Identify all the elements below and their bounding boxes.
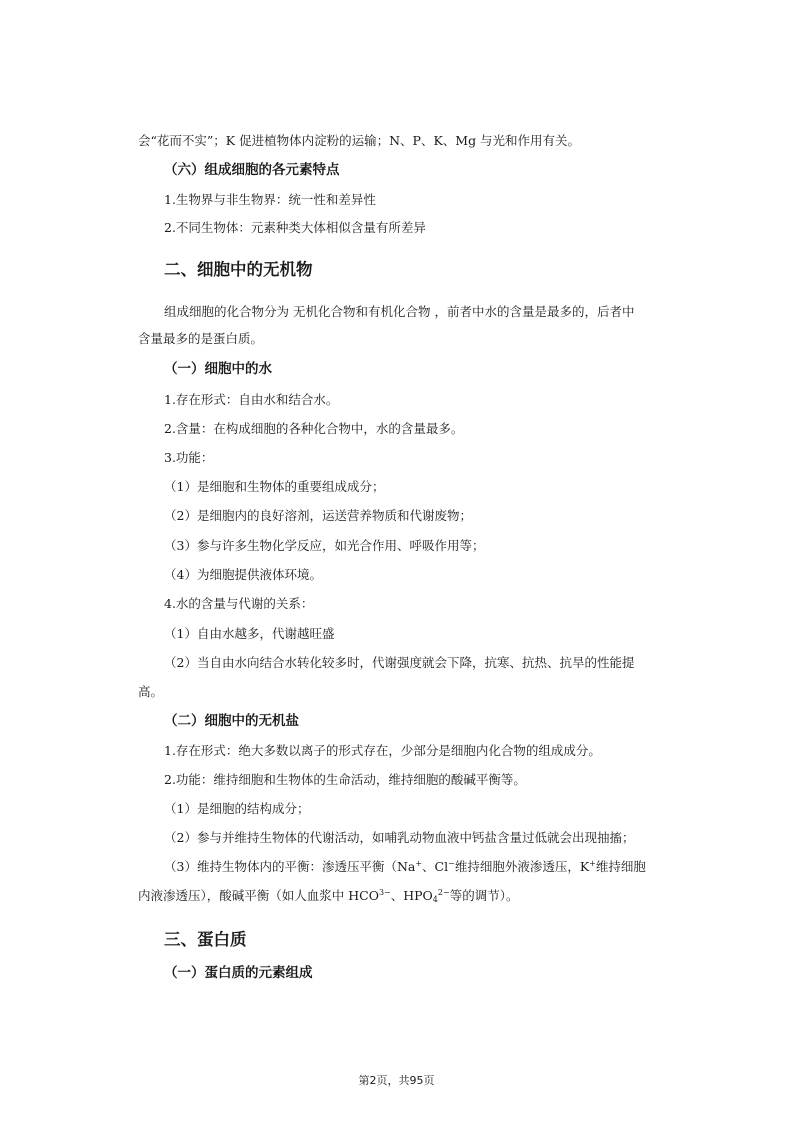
salt-heading: （二）细胞中的无机盐 bbox=[164, 713, 299, 729]
salt-function-3-line-1: （3）维持生物体内的平衡：渗透压平衡（Na+、Cl−维持细胞外液渗透压，K+维持细胞 bbox=[164, 859, 646, 874]
water-relation-1: （1）自由水越多，代谢越旺盛 bbox=[164, 626, 335, 641]
water-relation-2-line-1: （2）当自由水向结合水转化较多时，代谢强度就会下降，抗寒、抗热、抗旱的性能提 bbox=[164, 655, 635, 670]
salt-function-1: （1）是细胞的结构成分； bbox=[164, 801, 310, 816]
protein-heading: 三、蛋白质 bbox=[164, 930, 247, 949]
salt-function-3-line-2: 内液渗透压），酸碱平衡（如人血浆中 $HCO^{3-}$、$HPO_4^{2-}$等的调节）。 bbox=[138, 888, 519, 904]
inorganic-para-line-1: 组成细胞的化合物分为 无机化合物和有机化合物 ，前者中水的含量是最多的，后者中 bbox=[164, 304, 635, 319]
page-footer: 第2页，共95页 bbox=[358, 1074, 435, 1087]
salt-function: 2.功能：维持细胞和生物体的生命活动，维持细胞的酸碱平衡等。 bbox=[164, 772, 526, 787]
section-6-item-2: 2.不同生物体：元素种类大体相似含量有所差异 bbox=[164, 220, 426, 235]
inorganic-heading: 二、细胞中的无机物 bbox=[164, 260, 313, 279]
section-6-heading: （六）组成细胞的各元素特点 bbox=[164, 162, 340, 178]
section-6-item-1: 1.生物界与非生物界：统一性和差异性 bbox=[164, 192, 376, 207]
water-function-1: （1）是细胞和生物体的重要组成成分； bbox=[164, 479, 385, 494]
salt-function-2: （2）参与并维持生物体的代谢活动，如哺乳动物血液中钙盐含量过低就会出现抽搐； bbox=[164, 830, 635, 845]
water-content: 2.含量：在构成细胞的各种化合物中，水的含量最多。 bbox=[164, 421, 464, 436]
inorganic-para-line-2: 含量最多的是蛋白质。 bbox=[138, 331, 264, 346]
water-heading: （一）细胞中的水 bbox=[164, 361, 272, 377]
protein-sub-heading: （一）蛋白质的元素组成 bbox=[164, 965, 313, 981]
water-function-4: （4）为细胞提供液体环境。 bbox=[164, 567, 322, 582]
water-relation-2-line-2: 高。 bbox=[138, 684, 164, 699]
water-form: 1.存在形式：自由水和结合水。 bbox=[164, 392, 339, 407]
water-function-title: 3.功能： bbox=[164, 450, 214, 465]
water-function-3: （3）参与许多生物化学反应，如光合作用、呼吸作用等； bbox=[164, 538, 485, 553]
intro-line: 会“花而不实”；K 促进植物体内淀粉的运输；N、P、K、Mg 与光和作用有关。 bbox=[138, 133, 581, 148]
water-function-2: （2）是细胞内的良好溶剂，运送营养物质和代谢废物； bbox=[164, 508, 472, 523]
water-relation-title: 4.水的含量与代谢的关系： bbox=[164, 596, 314, 611]
salt-form: 1.存在形式：绝大多数以离子的形式存在，少部分是细胞内化合物的组成成分。 bbox=[164, 743, 601, 758]
